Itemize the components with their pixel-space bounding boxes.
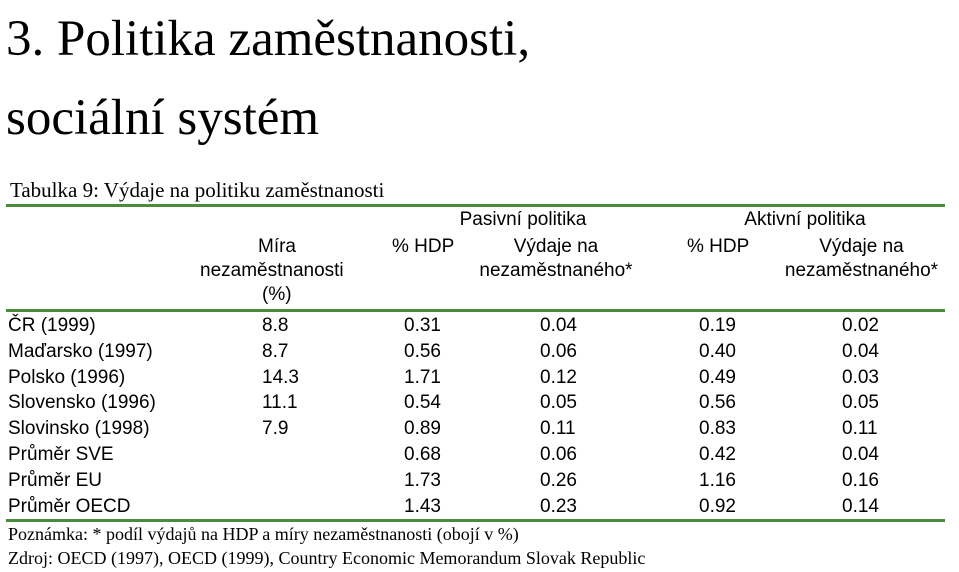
cell-active-gdp: 0.83: [699, 418, 736, 440]
cell-passive-expenditure: 0.12: [540, 366, 577, 388]
page-title: [6, 0, 946, 158]
cell-passive-expenditure: 0.26: [540, 469, 577, 491]
cell-passive-expenditure: 0.04: [540, 315, 577, 336]
cell-unemployment-rate: 11.1: [262, 392, 298, 414]
table-top-rule: [6, 204, 945, 207]
cell-active-expenditure: 0.11: [842, 418, 878, 440]
cell-passive-gdp: 0.31: [404, 315, 441, 336]
cell-active-expenditure: 0.02: [842, 315, 879, 336]
table-caption: Tabulka 9: Výdaje na politiku zaměstnanosti: [10, 178, 385, 202]
cell-active-expenditure: 0.04: [842, 340, 879, 362]
cell-active-gdp: 0.19: [699, 315, 736, 336]
cell-passive-expenditure: 0.23: [540, 495, 577, 517]
table-source: Zdroj: OECD (1997), OECD (1999), Country Economic Memorandum Slovak Republic: [8, 548, 646, 568]
cell-passive-expenditure: 0.06: [540, 444, 577, 465]
cell-passive-expenditure: 0.06: [540, 340, 577, 362]
cell-passive-gdp: 0.54: [404, 392, 441, 414]
cell-active-gdp: 0.40: [699, 340, 736, 362]
passive-exp-header-line-1: Výdaje na: [513, 236, 599, 257]
cell-passive-expenditure: 0.11: [540, 418, 576, 440]
cell-passive-gdp: 0.89: [404, 418, 441, 440]
cell-active-gdp: 0.49: [699, 366, 736, 388]
cell-active-gdp: 1.16: [699, 469, 736, 491]
active-gdp-header: % HDP: [687, 236, 750, 257]
cell-unemployment-rate: 8.8: [262, 315, 289, 336]
cell-unemployment-rate: 7.9: [262, 418, 289, 440]
cell-passive-gdp: 0.68: [404, 444, 441, 465]
active-exp-header-line-1: Výdaje na: [819, 236, 904, 257]
cell-passive-gdp: 0.56: [404, 340, 441, 362]
passive-exp-header-line-2: nezaměstnaného*: [479, 260, 633, 281]
rate-header-line-1: Míra: [258, 236, 296, 257]
title-line-2: sociální systém: [6, 90, 320, 146]
cell-passive-gdp: 1.71: [404, 366, 441, 388]
cell-country: Maďarsko (1997): [8, 340, 153, 362]
cell-passive-gdp: 1.43: [404, 495, 441, 517]
cell-active-expenditure: 0.14: [842, 495, 879, 517]
cell-unemployment-rate: 8.7: [262, 340, 289, 362]
cell-country: Průměr EU: [8, 469, 102, 491]
table-header-rule: [6, 309, 945, 312]
cell-country: Slovinsko (1998): [8, 418, 150, 440]
cell-passive-expenditure: 0.05: [540, 392, 577, 414]
cell-country: ČR (1999): [8, 315, 96, 336]
cell-country: Průměr OECD: [8, 495, 131, 517]
active-exp-header-line-2: nezaměstnaného*: [784, 260, 939, 281]
cell-passive-gdp: 1.73: [404, 469, 441, 491]
passive-gdp-header: % HDP: [392, 236, 455, 257]
cell-active-expenditure: 0.05: [842, 392, 879, 414]
cell-active-gdp: 0.56: [699, 392, 736, 414]
cell-country: Polsko (1996): [8, 366, 126, 388]
cell-country: Průměr SVE: [8, 444, 114, 465]
group-active: Aktivní politika: [744, 209, 866, 230]
cell-country: Slovensko (1996): [8, 392, 156, 414]
group-passive: Pasivní politika: [459, 209, 587, 230]
cell-active-gdp: 0.42: [699, 444, 736, 465]
cell-active-expenditure: 0.03: [842, 366, 879, 388]
title-line-1: 3. Politika zaměstnanosti,: [6, 11, 531, 67]
cell-active-expenditure: 0.04: [842, 444, 879, 465]
cell-active-gdp: 0.92: [699, 495, 736, 517]
cell-active-expenditure: 0.16: [842, 469, 879, 491]
rate-header-line-2: nezaměstnanosti: [200, 260, 344, 281]
rate-header-line-3: (%): [262, 284, 292, 305]
cell-unemployment-rate: 14.3: [262, 366, 299, 388]
table-note: Poznámka: * podíl výdajů na HDP a míry nezaměstnanosti (obojí v %): [8, 524, 519, 544]
